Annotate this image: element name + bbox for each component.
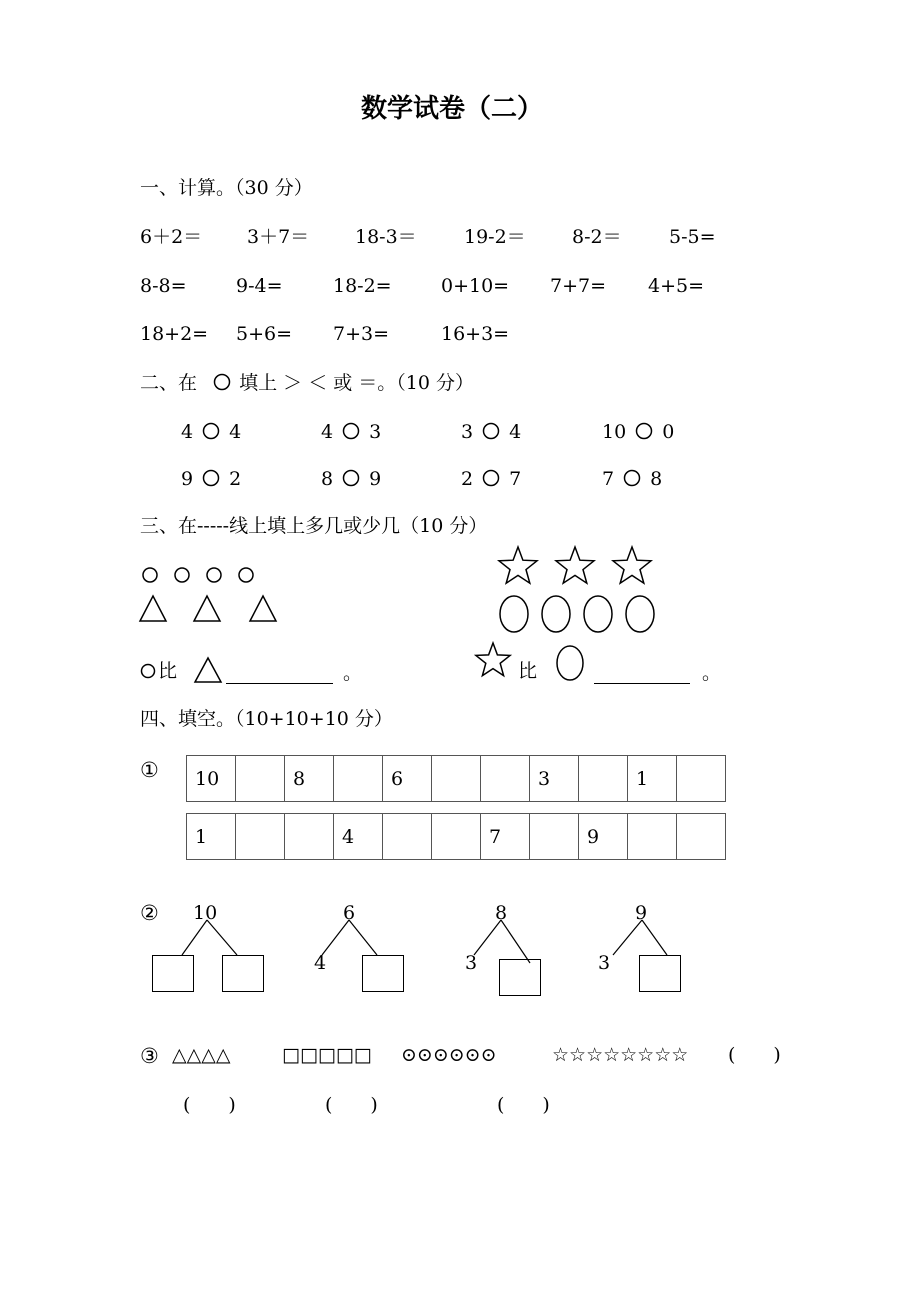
answer-paren[interactable]: ( ) [325,1094,378,1116]
compare-left-number: 9 [181,468,194,490]
compare-left-number: 3 [461,421,474,443]
bond-top-number: 9 [635,902,648,924]
compare-right-number: 7 [509,468,522,490]
section-4-heading: 四、填空。（10+10+10 分） [140,708,393,730]
calc-problem: 7+3= [333,323,390,345]
grid-cell-number: 4 [334,814,383,860]
period: 。 [702,662,722,684]
compare-right-number: 4 [229,421,242,443]
section-2-heading-suffix: 填上 ＞ ＜ 或 ＝。（10 分） [239,372,474,394]
compare-right-number: 8 [650,468,663,490]
problem-marker: ③ [140,1044,159,1068]
dot-circle-group: ⊙⊙⊙⊙⊙⊙ [401,1044,497,1066]
calc-problem: 18-2= [333,275,392,297]
calc-problem: 3＋7＝ [247,226,310,248]
compare-right-number: 0 [662,421,675,443]
compare-right-number: 2 [229,468,242,490]
calc-problem: 18-3＝ [355,226,417,248]
compare-right-number: 4 [509,421,522,443]
grid-cell-number: 1 [628,756,677,802]
grid-cell-number: 10 [187,756,236,802]
compare-word: 比 [158,660,178,682]
compare-left-number: 8 [321,468,334,490]
bond-part-number: 3 [465,952,478,974]
answer-paren[interactable]: ( ) [497,1094,550,1116]
answer-paren[interactable]: ( ) [183,1094,236,1116]
section-1-heading: 一、计算。（30 分） [140,177,313,199]
section-3-heading: 三、在-----线上填上多几或少几（10 分） [140,515,488,537]
calc-problem: 7+7= [550,275,607,297]
grid-cell-number: 7 [481,814,530,860]
star-group: ☆☆☆☆☆☆☆☆ [552,1044,689,1066]
square-group: □□□□□ [282,1044,372,1066]
calc-problem: 5-5= [669,226,716,248]
section-2-heading-prefix: 二、在 [140,372,198,394]
grid-cell-number: 8 [285,756,334,802]
calc-problem: 18+2= [140,323,209,345]
compare-left-number: 2 [461,468,474,490]
bond-top-number: 8 [495,902,508,924]
page-title: 数学试卷（二） [361,94,544,124]
period: 。 [343,662,363,684]
calc-problem: 5+6= [236,323,293,345]
bond-answer-box[interactable] [639,955,681,992]
calc-problem: 16+3= [441,323,510,345]
answer-paren[interactable]: ( ) [728,1044,781,1066]
compare-right-number: 3 [369,421,382,443]
calc-problem: 19-2＝ [464,226,526,248]
grid-cell-number: 6 [383,756,432,802]
bond-part-number: 4 [314,952,327,974]
compare-right-number: 9 [369,468,382,490]
compare-left-number: 7 [602,468,615,490]
compare-word: 比 [518,660,538,682]
bond-top-number: 10 [193,902,218,924]
grid-cell-number: 3 [530,756,579,802]
compare-left-number: 10 [602,421,627,443]
grid-cell-number: 9 [579,814,628,860]
grid-cell-number: 1 [187,814,236,860]
problem-marker: ② [140,901,159,925]
calc-problem: 8-2＝ [572,226,622,248]
problem-marker: ① [140,758,159,782]
calc-problem: 8-8= [140,275,187,297]
calc-problem: 4+5= [648,275,705,297]
bond-part-number: 3 [598,952,611,974]
bond-top-number: 6 [343,902,356,924]
calc-problem: 6＋2＝ [140,226,203,248]
compare-left-number: 4 [321,421,334,443]
calc-problem: 9-4= [236,275,283,297]
calc-problem: 0+10= [441,275,510,297]
triangle-group: △△△△ [172,1044,231,1066]
compare-left-number: 4 [181,421,194,443]
